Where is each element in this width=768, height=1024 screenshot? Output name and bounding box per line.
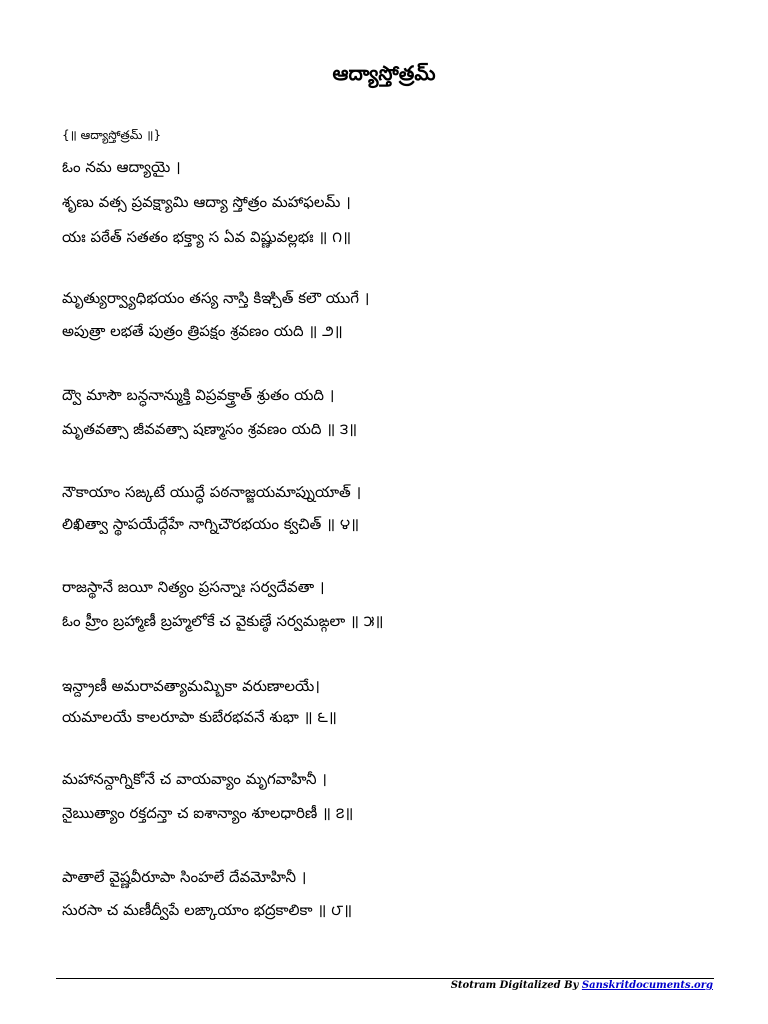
page-title: ఆద్యాస్తోత్రమ్: [332, 61, 436, 85]
verse-line: నౌకాయాం సఙ్కటే యుద్ధే పఠనాజ్జయమాప్నుయాత్ ।: [62, 483, 362, 501]
verse-line: మహానన్దాగ్నికోనే చ వాయవ్యాం మృగవాహినీ ।: [62, 770, 327, 788]
verse-line: లిఖిత్వా స్థాపయేద్గేహే నాగ్నిచౌరభయం క్వచిత్ ॥ ౪॥: [62, 515, 360, 533]
verse-line: ఓం నమ ఆద్యాయై ।: [62, 158, 181, 176]
footer-credit: Stotram Digitalized By: [450, 980, 582, 991]
verse-line: మృతవత్సా జీవవత్సా షణ్మాసం శ్రవణం యది ॥ ౩॥: [62, 420, 358, 438]
verse-line: నైఋత్యాం రక్తదన్తా చ ఐశాన్యాం శూలధారిణీ ॥ ౭॥: [62, 804, 354, 822]
verse-line: యమాలయే కాలరూపా కుబేరభవనే శుభా ॥ ౬॥: [62, 708, 337, 726]
verse-line: రాజస్థానే జయీ నిత్యం ప్రసన్నాః సర్వదేవతా ।: [62, 578, 325, 596]
verse-heading: {॥ ఆద్యాస్తోత్రమ్ ॥}: [62, 128, 162, 142]
verse-line: మృత్యుర్వ్యాధిభయం తస్య నాస్తి కిఞ్చిత్ కలౌ యుగే ।: [62, 289, 370, 307]
verse-line: పాతాలే వైష్ణవీరూపా సింహలే దేవమోహినీ ।: [62, 868, 307, 886]
verse-line: ద్వౌ మాసౌ బన్ధనాన్ముక్తి విప్రవక్త్రాత్ శ్రుతం యది ।: [62, 386, 335, 404]
footer-link[interactable]: Sanskritdocuments.org: [581, 980, 713, 991]
footer: [451, 979, 713, 993]
verse-line: సురసా చ మణీద్వీపే లఙ్కాయాం భద్రకాలికా ॥ ౮॥: [62, 901, 353, 919]
verse-line: యః పఠేత్ సతతం భక్త్యా స ఏవ విష్ణువల్లభః ॥ ౧॥: [62, 228, 352, 246]
verse-line: అపుత్రా లభతే పుత్రం త్రిపక్షం శ్రవణం యది ॥ ౨॥: [62, 322, 343, 340]
verse-line: ఇన్ద్రాణీ అమరావత్యామమ్బికా వరుణాలయే।: [62, 677, 320, 695]
verse-line: ఓం హ్రీం బ్రహ్మాణీ బ్రహ్మలోకే చ వైకుణ్ఠే సర్వమఙ్గలా ॥ ౫॥: [62, 612, 384, 630]
verse-line: శృణు వత్స ప్రవక్ష్యామి ఆద్యా స్తోత్రం మహాఫలమ్ ।: [62, 193, 351, 211]
